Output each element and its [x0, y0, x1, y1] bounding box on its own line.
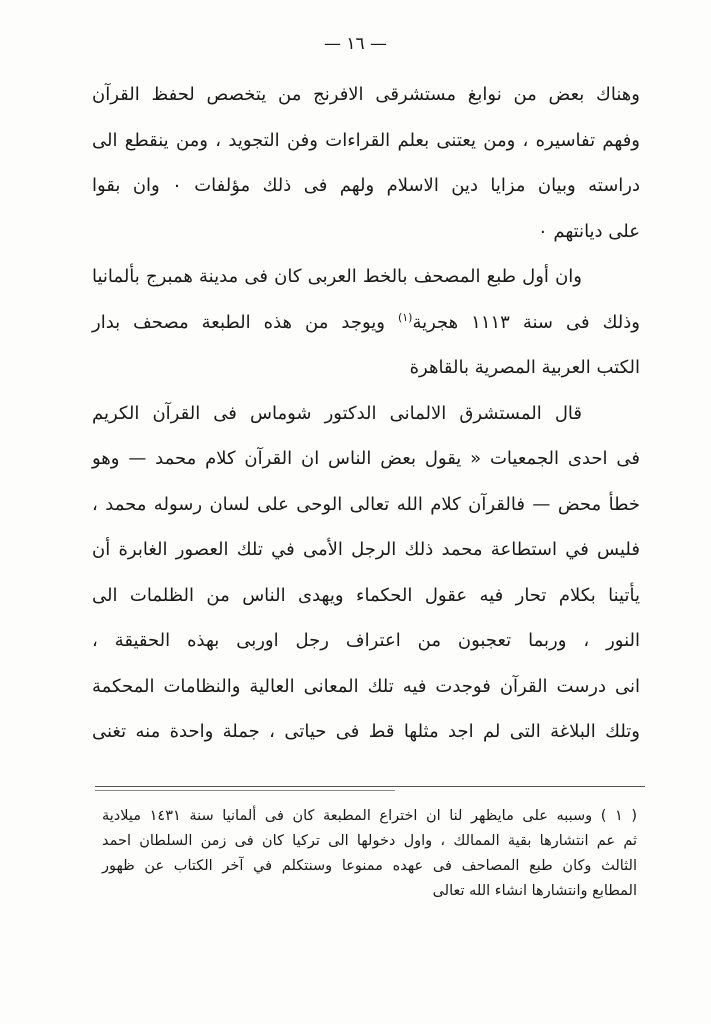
text-line: دراسته وبيان مزايا دين الاسلام ولهم فى ذلك مؤلفات ٠ وان بقوا: [92, 175, 640, 196]
text-line: وتلك البلاغة التى لم اجد مثلها قط فى حياتى ، جملة واحدة منه تغنى: [92, 721, 640, 742]
footnote-line: ثم عم انتشارها بقية الممالك ، واول دخولها الى تركيا كان فى زمن السلطان احمد: [102, 833, 637, 849]
footnote-separator-secondary: [95, 790, 395, 791]
text-line: فليس في استطاعة محمد ذلك الرجل الأمى في تلك العصور الغابرة أن: [92, 539, 640, 560]
text-line: النور ، وربما تعجبون من اعتراف رجل اوربى بهذه الحقيقة ،: [92, 630, 640, 651]
text-line: على ديانتهم ٠: [537, 220, 640, 242]
footnotes: [102, 804, 637, 904]
paragraph-start-line: وان أول طبع المصحف بالخط العربى كان فى مدينة همبرج بألمانيا: [92, 266, 582, 287]
footnote-reference[interactable]: (١): [397, 310, 413, 324]
paragraph-start-line: قال المستشرق الالمانى الدكتور شوماس فى القرآن الكريم: [92, 402, 582, 424]
text-line: وهناك بعض من نوابغ مستشرقى الافرنج من يتخصص لحفظ القرآن: [92, 84, 640, 105]
footnote-line: ( ١ ) وسببه على مايظهر لنا ان اختراع المطبعة كان فى ألمانيا سنة ١٤٣١ ميلادية: [102, 808, 638, 824]
text-line: انى درست القرآن فوجدت فيه تلك المعانى العالية والنظامات المحكمة: [92, 675, 640, 697]
text-line: يأتينا بكلام تحار فيه عقول الحكماء ويهدى الناس من الظلمات الى: [92, 584, 640, 606]
page-number: — ١٦ —: [323, 34, 388, 54]
text-fragment: وذلك فى سنة ١١١٣ هجرية: [412, 311, 640, 333]
footnote-line: المطابع وانتشارها انشاء الله تعالى: [432, 883, 637, 899]
text-fragment: ويوجد من هذه الطبعة مصحف بدار: [92, 311, 385, 333]
footnote-separator: [95, 786, 645, 787]
text-line: الكتب العربية المصرية بالقاهرة: [409, 357, 640, 378]
text-line: وفهم تفاسيره ، ومن يعتنى بعلم القراءات وفن التجويد ، ومن ينقطع الى: [92, 129, 640, 151]
footnote-line: الثالث وكان طبع المصاحف فى عهده ممنوعا وسنتكلم في آخر الكتاب عن ظهور: [102, 858, 637, 874]
text-line-with-footnote: [92, 300, 640, 346]
text-line: خطأ محض — فالقرآن كلام الله تعالى الوحى على لسان رسوله محمد ،: [92, 493, 640, 515]
main-text: [92, 72, 640, 755]
text-line: فى احدى الجمعيات « يقول بعض الناس ان القرآن كلام محمد — وهو: [92, 448, 640, 469]
